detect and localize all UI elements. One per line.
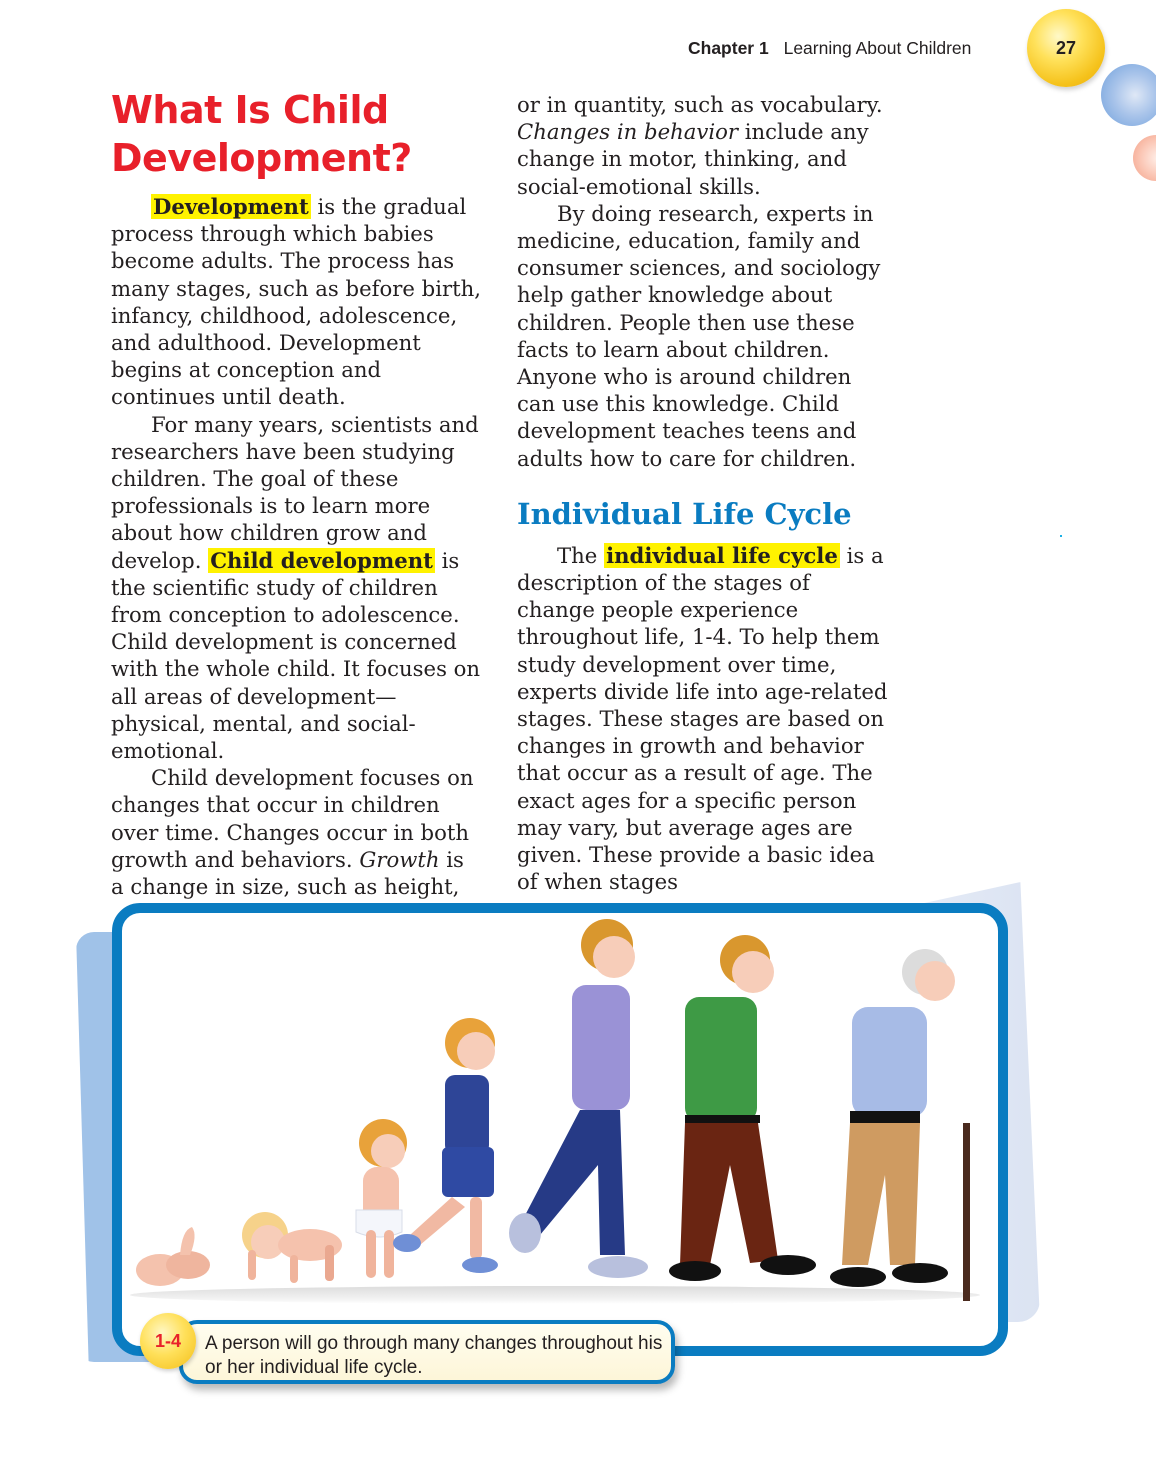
toddler-figure (356, 1119, 407, 1278)
chapter-label: Chapter 1 (688, 38, 769, 58)
left-column (111, 193, 483, 900)
adult-figure (669, 935, 816, 1281)
key-term-development: Development (153, 194, 309, 219)
paragraph-development: Development is the gradual process through which babies become adults. The process has many stages, such as before birth, infancy, childhood, adolescence, and adulthood. Development begins at conception and continues until death. (111, 194, 482, 410)
key-term-individual-life-cycle: individual life cycle (606, 542, 838, 568)
page-number: 27 (1055, 37, 1077, 58)
child-figure (393, 1018, 498, 1273)
teen-figure (509, 919, 648, 1278)
running-head (688, 38, 971, 59)
stray-dot (1060, 535, 1062, 537)
figure-number: 1-4 (154, 1330, 181, 1351)
decorative-pink-circle-icon (1133, 135, 1156, 181)
section-title: What Is Child Development? (111, 88, 412, 180)
figure-number-badge (140, 1313, 196, 1369)
right-column (517, 91, 889, 895)
subheading-individual-life-cycle: Individual Life Cycle (517, 496, 852, 531)
crawling-infant-figure (242, 1212, 342, 1283)
paragraph-behavior: or in quantity, such as vocabulary. Changes in behavior include any change in motor, thinking, and social-emotional skills. (517, 92, 883, 199)
paragraph-research: By doing research, experts in medicine, education, family and consumer sciences, and sociology help gather knowledge about children. People then use these facts to learn about children. Anyone who is around children can use this knowledge. Child development teaches teens and adults how to care for children. (517, 200, 881, 471)
paragraph-life-cycle: The individual life cycle is a description of the stages of change people experience throughout life, 1-4. To help them study development over time, experts divide life into age-related stages. These stages are based on changes in growth and behavior that occur as a result of age. The exact ages for a specific person may vary, but average ages are given. These provide a basic idea of when stages (517, 542, 888, 895)
chapter-title: Learning About Children (783, 38, 972, 58)
decorative-blue-circle-icon (1101, 64, 1156, 126)
key-term-child-development: Child development (210, 547, 433, 573)
newborn-figure (136, 1227, 210, 1286)
life-cycle-illustration (120, 915, 990, 1305)
older-adult-figure (830, 949, 970, 1301)
figure-caption (179, 1320, 675, 1384)
paragraph-researchers: For many years, scientists and researchers have been studying children. The goal of these professionals is to learn more about how children grow and develop. Child development is the scientific study of children from conception to adolescence. Child development is concerned with the whole child. It focuses on all areas of development—physical, mental, and social-emotional. (111, 411, 481, 764)
page-number-badge (1027, 9, 1105, 87)
figure-caption-text: A person will go through many changes throughout his or her individual life cycle. (205, 1333, 663, 1378)
paragraph-changes: Child development focuses on changes that occur in children over time. Changes occur in both growth and behaviors. Growth is a change in size, such as height, (111, 765, 474, 900)
